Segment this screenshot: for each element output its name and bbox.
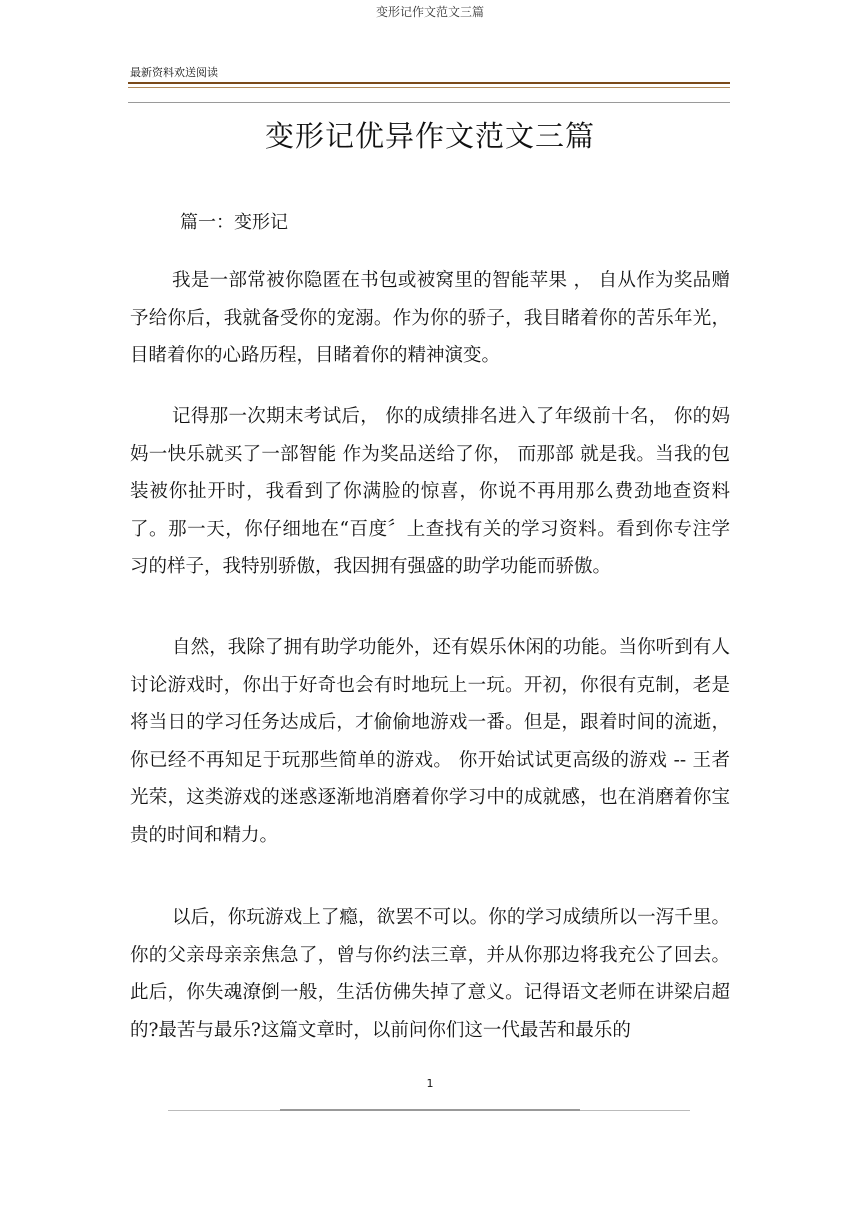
header-label: 最新资料欢送阅读 [130,66,218,79]
paragraph-4: 以后，你玩游戏上了瘾，欲罢不可以。你的学习成绩所以一泻千里。你的父亲母亲亲焦急了，曾与你约法三章，并从你那边将我充公了回去。此后，你失魂潦倒一般，生活仿佛失掉了意义。记得语文老师在讲梁启超的?最苦与最乐?这篇文章时，以前问你们这一代最苦和最乐的 [130,907,730,1041]
running-head: 变形记作文范文三篇 [375,5,484,19]
paragraph-2: 记得那一次期末考试后， 你的成绩排名进入了年级前十名， 你的妈妈一快乐就买了一部智能 作为奖品送给了你， 而那部 就是我。当我的包装被你扯开时，我看到了你满脸的惊喜，你说不再用那么费劲地查资料了。那一天，你仔细地在“百度〞上查找有关的学习资料。看到你专注学习的样子，我特别骄傲，我因拥有强盛的助学功能而骄傲。 [130,406,730,577]
paragraph-1: 我是一部常被你隐匿在书包或被窝里的智能苹果 ， 自从作为奖品赠予给你后，我就备受你的宠溺。作为你的骄子，我目睹着你的苦乐年光，目睹着你的心路历程，目睹着你的精神演变。 [130,270,730,366]
section-heading: 篇一：变形记 [180,212,288,233]
paragraph-3: 自然，我除了拥有助学功能外，还有娱乐休闲的功能。当你听到有人讨论游戏时，你出于好奇也会有时地玩上一玩。开初，你很有克制，老是将当日的学习任务达成后，才偷偷地游戏一番。但是，跟着时间的流逝，你已经不再知足于玩那些简单的游戏。 你开始试试更高级的游戏 -- 王者光荣，这类游戏的迷惑逐渐地消磨着你学习中的成就感，也在消磨着你宝贵的时间和精力。 [130,637,730,846]
document-title: 变形记优异作文范文三篇 [264,119,595,153]
header-rule-thin [128,87,730,88]
page-number: 1 [426,1077,434,1090]
header-rule-gray [128,102,730,103]
footer-rule-accent [280,1109,580,1111]
header-rule-thick [128,82,730,84]
